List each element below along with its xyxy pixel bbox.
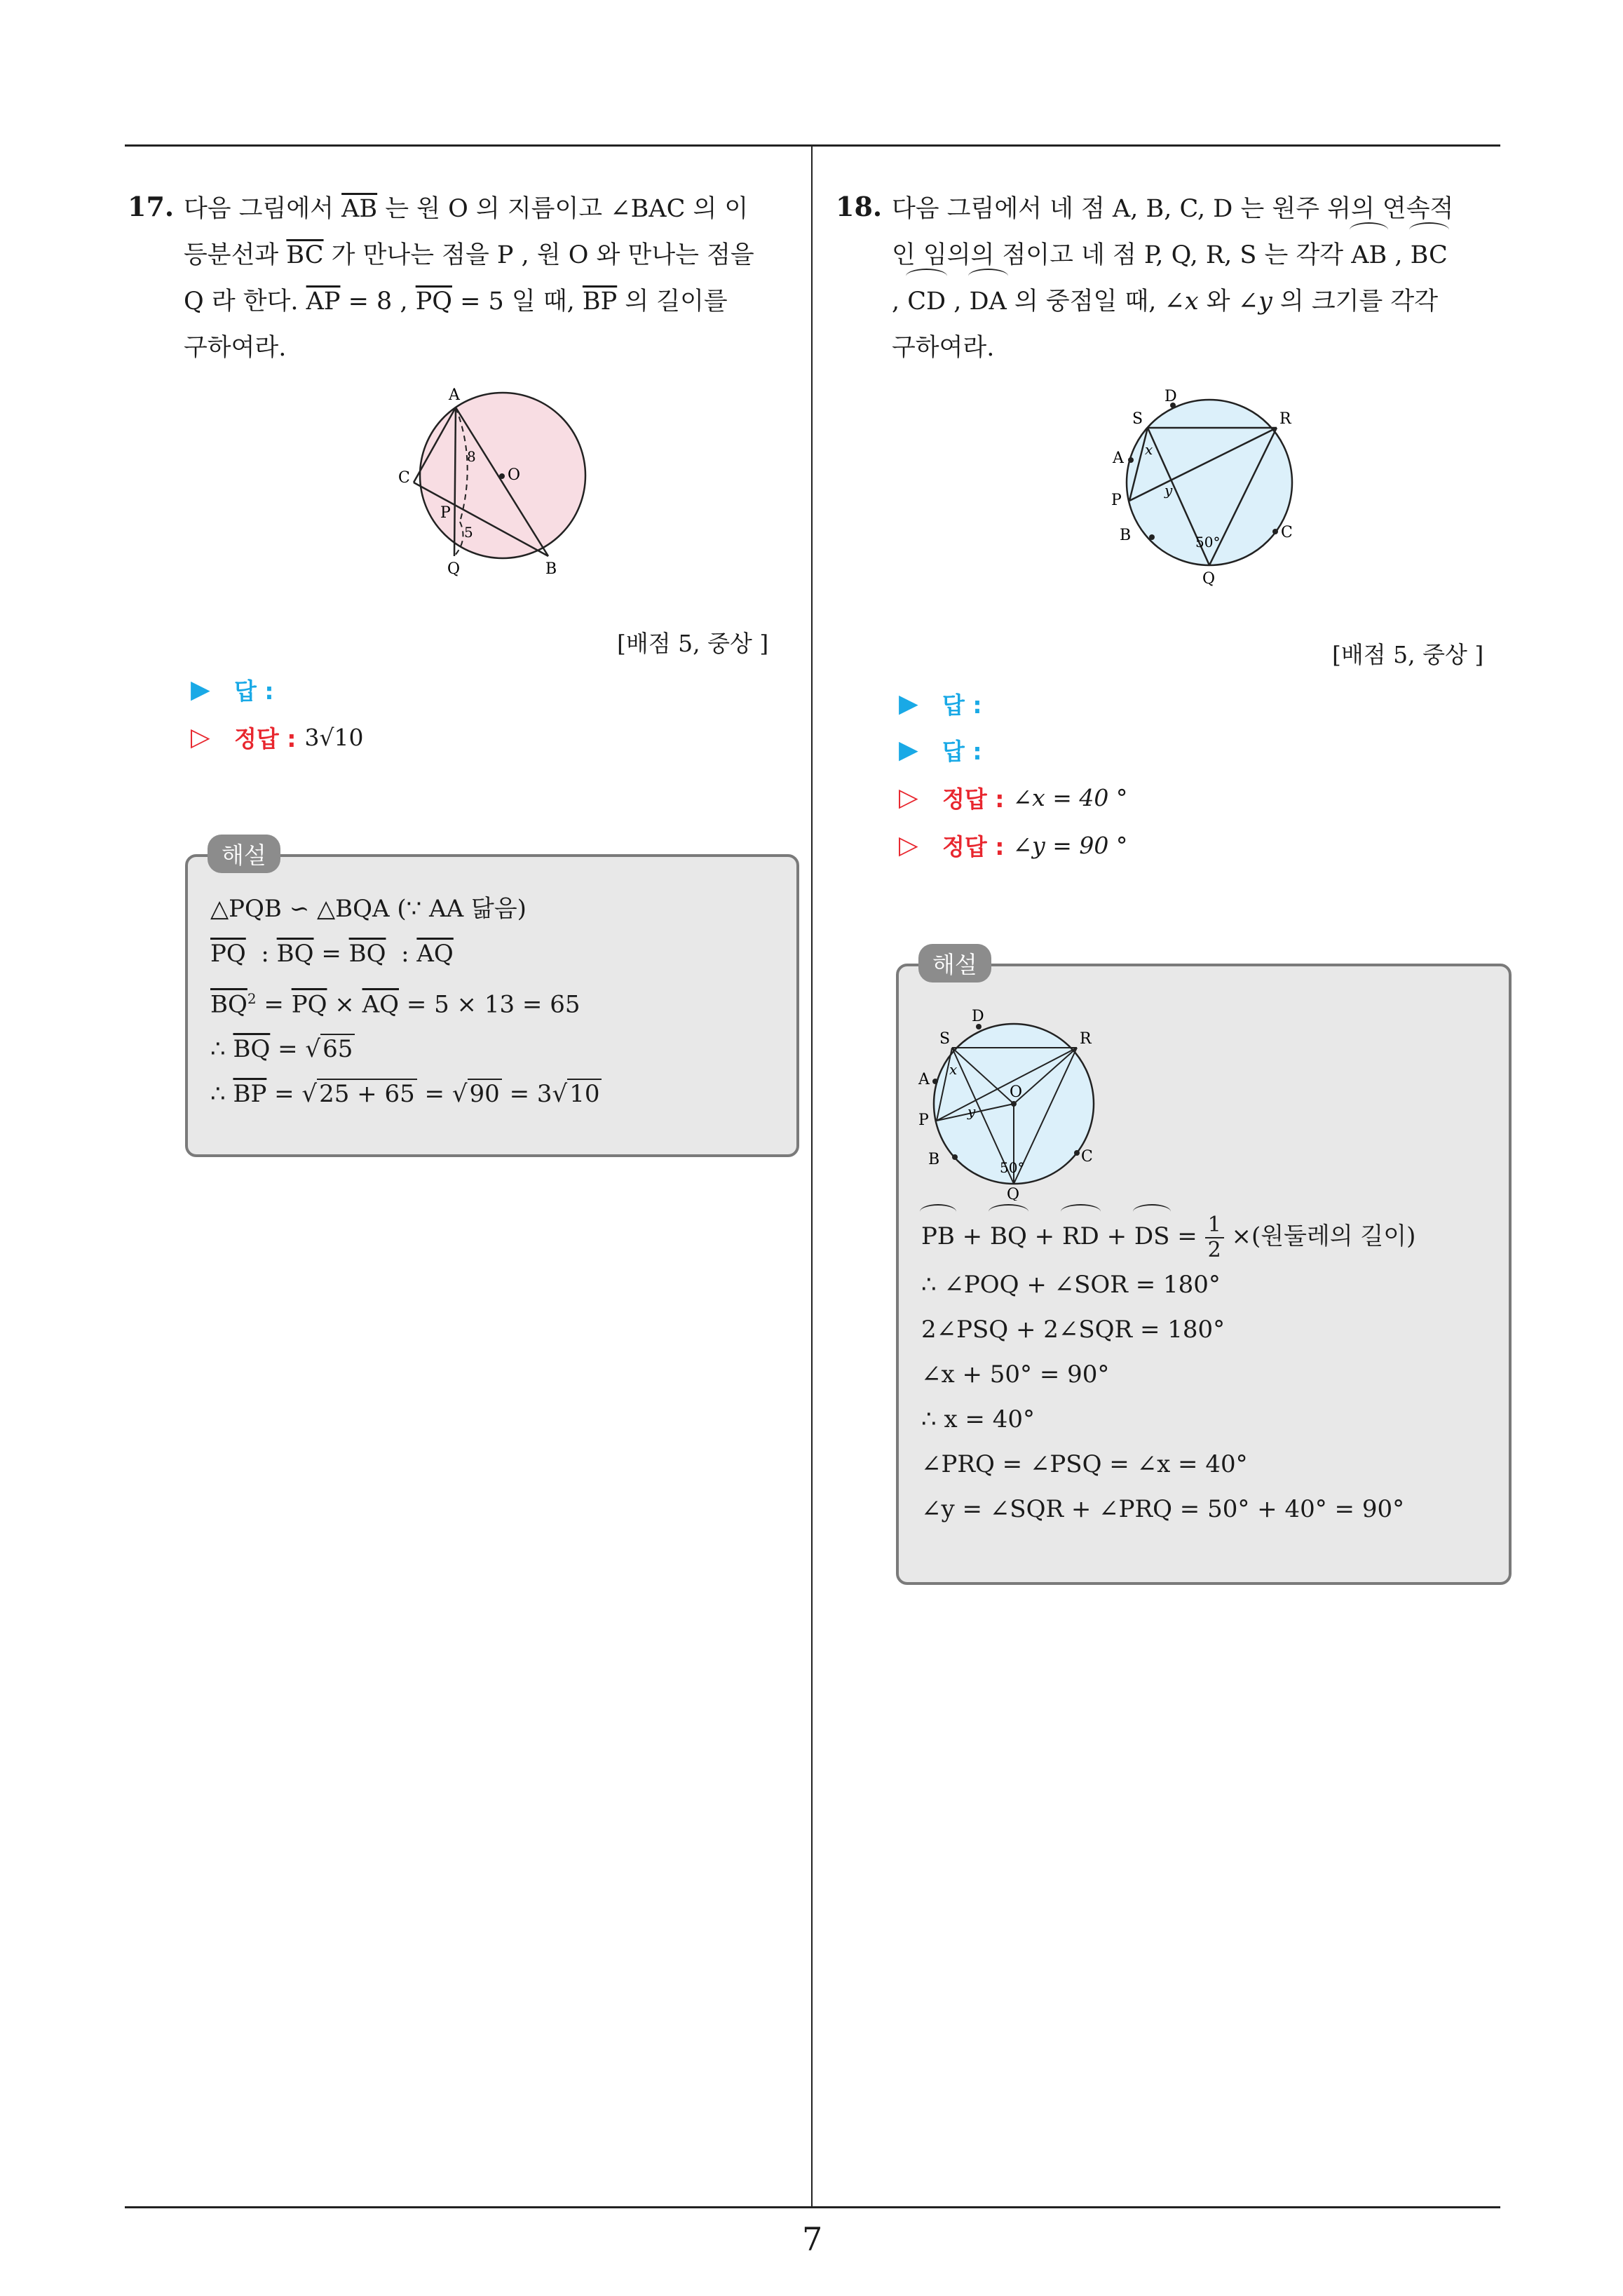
q18-label-P: P bbox=[1111, 492, 1122, 509]
q17-label-P: P bbox=[440, 504, 451, 522]
q18-label-B: B bbox=[1120, 527, 1132, 544]
question-18-text bbox=[892, 186, 1509, 371]
q17-correct-row bbox=[191, 721, 363, 754]
bottom-rule bbox=[125, 2206, 1500, 2208]
q18-correct-row-1 bbox=[899, 781, 1127, 814]
q18-sol-line-1: PB + BQ + RD + DS = $\frac{1}{2}$ ×(원둘레의 길이) bbox=[921, 1213, 1416, 1262]
q18s-label-B: B bbox=[928, 1151, 940, 1168]
q17-answer-label: 답 : bbox=[234, 677, 274, 705]
q17-line-2: 등분선과 $\overline{BC}$ 가 만나는 점을 P , 원 O 와 만나는 점을 bbox=[184, 241, 754, 269]
open-triangle-icon: ▷ bbox=[899, 831, 918, 860]
q18-points: [배점 5, 중상 ] bbox=[1332, 641, 1484, 668]
q17-label-O: O bbox=[508, 466, 521, 484]
q18-line-3: , CD , DA 의 중점일 때, ∠x 와 ∠y 의 크기를 각각 bbox=[892, 278, 1509, 325]
q18-solution-figure bbox=[911, 1004, 1115, 1201]
q18-sol-line-5: ∴ x = 40° bbox=[921, 1405, 1035, 1433]
q17-sol-line-1: △PQB ∽ △BQA (∵ AA 닮음) bbox=[210, 895, 527, 923]
q18-label-A: A bbox=[1113, 450, 1124, 467]
q18-line-2: 인 임의의 점이고 네 점 P, Q, R, S 는 각각 AB , BC bbox=[892, 232, 1509, 278]
q17-answer-row bbox=[191, 673, 274, 706]
q17-points: [배점 5, 중상 ] bbox=[617, 630, 769, 657]
q17-sol-line-2: $\overline{PQ}$ : $\overline{BQ} = \overline{BQ}$ : $\overline{AQ}$ bbox=[210, 940, 454, 968]
q18-label-x: x bbox=[1145, 441, 1153, 458]
q17-line-1: 다음 그림에서 $\overline{AB}$ 는 원 O 의 지름이고 ∠BAC 의 이 bbox=[184, 195, 749, 223]
q18s-label-D: D bbox=[972, 1008, 984, 1025]
q18s-label-O: O bbox=[1010, 1083, 1023, 1101]
question-18-number: 18. bbox=[836, 191, 883, 222]
q18-sol-line-3: 2∠PSQ + 2∠SQR = 180° bbox=[921, 1316, 1225, 1344]
q18-solution bbox=[921, 1213, 1415, 1532]
q17-label-8: 8 bbox=[467, 448, 476, 465]
q18-correct-y: ∠y = 90 ° bbox=[1012, 832, 1128, 859]
open-triangle-icon: ▷ bbox=[191, 723, 210, 752]
q18s-label-A: A bbox=[918, 1071, 930, 1088]
q18-line-1: 다음 그림에서 네 점 A, B, C, D 는 원주 위의 연속적 bbox=[892, 195, 1454, 223]
q18-correct-x: ∠x = 40 ° bbox=[1012, 784, 1128, 811]
top-rule bbox=[125, 144, 1500, 147]
q18-label-R: R bbox=[1279, 410, 1291, 428]
q18-label-y: y bbox=[1164, 482, 1173, 499]
q17-line-4: 구하여라. bbox=[184, 334, 287, 362]
q18s-label-P: P bbox=[918, 1112, 929, 1129]
q17-sol-line-4: ∴ $\overline{BQ} = √65$ bbox=[210, 1027, 602, 1072]
q18-sol-line-7: ∠y = ∠SQR + ∠PRQ = 50° + 40° = 90° bbox=[921, 1495, 1405, 1523]
q18-correct-row-2 bbox=[899, 829, 1127, 862]
page-number: 7 bbox=[802, 2220, 823, 2258]
q18-label-S: S bbox=[1132, 410, 1143, 428]
q18s-label-50deg: 50° bbox=[1000, 1159, 1025, 1176]
q17-solution bbox=[210, 886, 602, 1116]
filled-triangle-icon: ▶ bbox=[899, 736, 918, 764]
q18-answer-label-1: 답 : bbox=[942, 691, 982, 719]
filled-triangle-icon: ▶ bbox=[899, 689, 918, 718]
q17-solution-tag: 해설 bbox=[208, 835, 280, 873]
q18-solution-tag: 해설 bbox=[918, 944, 991, 982]
q18-sol-line-2: ∴ ∠POQ + ∠SOR = 180° bbox=[921, 1271, 1221, 1299]
q18-correct-label-1: 정답 : bbox=[942, 785, 1005, 813]
q17-label-5: 5 bbox=[464, 524, 473, 541]
q17-sol-line-5: ∴ $\overline{BP} = √25 + 65 = √90 = 3√10$ bbox=[210, 1072, 602, 1116]
q18-label-Q: Q bbox=[1202, 570, 1216, 588]
q18-label-50deg: 50° bbox=[1195, 534, 1221, 551]
q18-circle-figure bbox=[1104, 384, 1315, 588]
q17-sol-line-3: $\overline{BQ}^2 = \overline{PQ} \times \overline{AQ} = 5 \times 13 = 65$ bbox=[210, 990, 580, 1019]
q18-label-C: C bbox=[1281, 524, 1293, 541]
q18s-label-C: C bbox=[1081, 1148, 1093, 1166]
q18s-label-Q: Q bbox=[1007, 1186, 1020, 1201]
q18-sol-line-6: ∠PRQ = ∠PSQ = ∠x = 40° bbox=[921, 1450, 1248, 1478]
q18s-label-R: R bbox=[1080, 1030, 1092, 1048]
q18-answer-row-1 bbox=[899, 687, 982, 720]
column-divider bbox=[811, 144, 813, 2206]
q17-label-C: C bbox=[398, 469, 410, 487]
question-17-text bbox=[184, 186, 801, 371]
q17-label-A: A bbox=[449, 386, 460, 404]
filled-triangle-icon: ▶ bbox=[191, 675, 210, 704]
q18-answer-row-2 bbox=[899, 734, 982, 767]
q18s-label-x: x bbox=[949, 1061, 958, 1078]
q18-correct-label-2: 정답 : bbox=[942, 833, 1005, 860]
open-triangle-icon: ▷ bbox=[899, 783, 918, 812]
q18s-label-y: y bbox=[967, 1103, 976, 1120]
q18s-label-S: S bbox=[939, 1030, 951, 1048]
q18-answer-label-2: 답 : bbox=[942, 738, 982, 765]
q17-label-Q: Q bbox=[447, 560, 461, 578]
q18-line-4: 구하여라. bbox=[892, 334, 995, 362]
q17-label-B: B bbox=[545, 560, 557, 578]
q18-label-D: D bbox=[1164, 388, 1177, 405]
question-17-number: 17. bbox=[128, 191, 175, 222]
q18-sol-line-4: ∠x + 50° = 90° bbox=[921, 1360, 1110, 1389]
q17-correct-label: 정답 : bbox=[234, 725, 297, 752]
q17-correct-value: 3√10 bbox=[304, 724, 364, 751]
q17-circle-figure bbox=[393, 384, 617, 581]
q17-line-3: Q 라 한다. $\overline{AP} = 8$ , $\overline{PQ} = 5$ 일 때, $\overline{BP}$ 의 길이를 bbox=[184, 288, 728, 316]
